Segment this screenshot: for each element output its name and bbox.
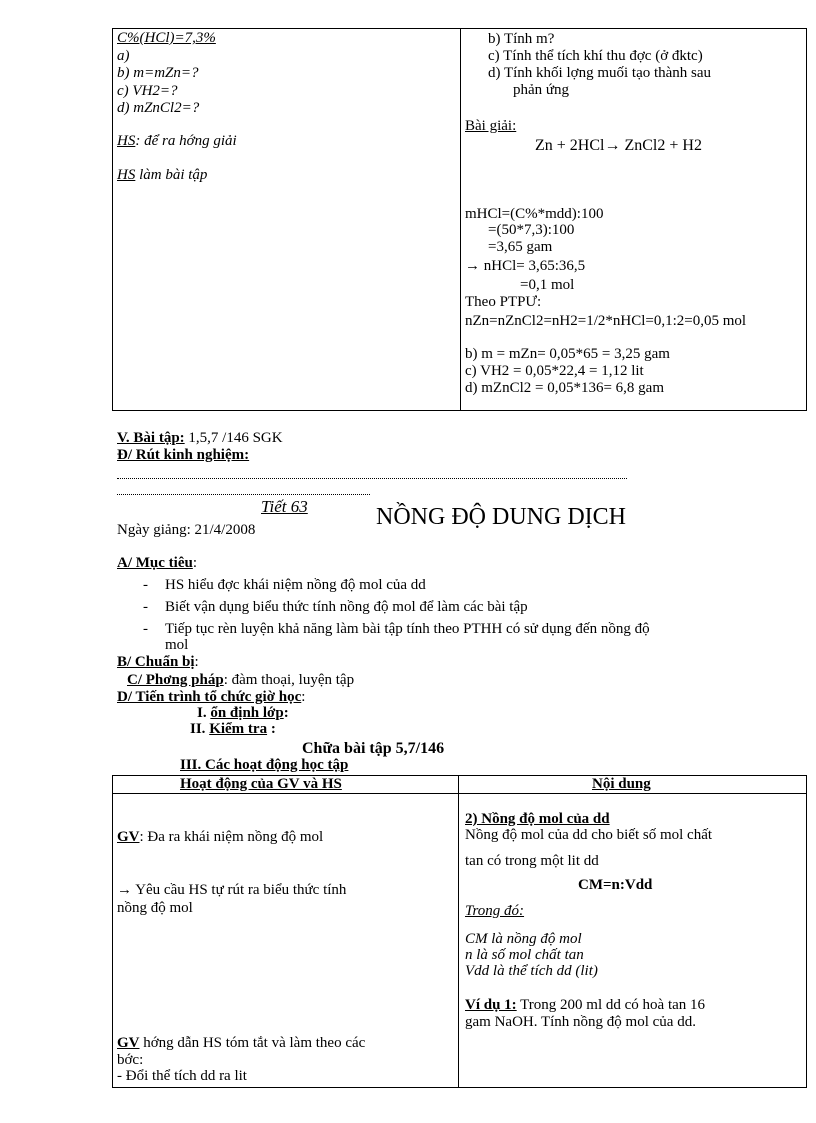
homework-line — [117, 430, 283, 447]
example-line-2: gam NaOH. Tính nồng độ mol của dd. — [465, 1014, 696, 1030]
prep-heading — [117, 654, 199, 671]
reaction-equation: Zn + 2HCl→ ZnCl2 + H2 — [535, 137, 702, 154]
given-a: a) — [117, 48, 130, 64]
lesson-title: NỒNG ĐỘ DUNG DỊCH — [376, 504, 626, 530]
method-line — [127, 672, 354, 689]
prep-colon: : — [194, 654, 199, 670]
header-activities: Hoạt động của GV và HS — [180, 776, 342, 792]
calc-line-5: =0,1 mol — [520, 277, 575, 293]
where-item-3: Vdd là thể tích dd (lit) — [465, 963, 598, 979]
gv-label: GV — [117, 829, 140, 845]
step-3: III. Các hoạt động học tập — [180, 757, 349, 773]
calc-line-4: → nHCl= 3,65:36,5 — [465, 258, 586, 274]
process-heading — [117, 689, 305, 706]
method-text: : đàm thoại, luyện tập — [223, 672, 355, 688]
answer-b: b) m = mZn= 0,05*65 = 3,25 gam — [465, 346, 670, 362]
prep-label: B/ Chuẩn bị — [117, 654, 195, 670]
gv-text: : Đa ra khái niệm nồng độ mol — [139, 829, 324, 845]
dash-bullet: - — [143, 577, 148, 593]
lesson-number: Tiết 63 — [261, 497, 308, 516]
calc-line-3: =3,65 gam — [488, 239, 553, 255]
gv-note-2-line3: - Đổi thể tích dd ra lit — [117, 1068, 247, 1084]
process-colon: : — [301, 689, 306, 705]
objective-item-cont: mol — [165, 637, 189, 653]
given-b: b) m=mZn=? — [117, 65, 199, 81]
gv-note-1 — [117, 829, 323, 846]
method-label: C/ Phơng pháp — [127, 672, 224, 688]
objectives-colon: : — [192, 555, 197, 571]
given-concentration: C%(HCl)=7,3% — [117, 30, 216, 46]
table-divider — [458, 776, 459, 1087]
dotted-line — [117, 478, 627, 479]
hs-text: làm bài tập — [135, 167, 208, 183]
gv-label: GV — [117, 1035, 140, 1051]
header-content: Nội dung — [592, 776, 651, 792]
question-d: d) Tính khối lợng muối tạo thành sau — [488, 65, 712, 81]
example-label: Ví dụ 1: — [465, 997, 517, 1013]
table-divider — [460, 29, 461, 410]
objectives-label: A/ Mục tiêu — [117, 555, 193, 571]
dash-bullet: - — [143, 599, 148, 615]
where-label: Trong đó: — [465, 903, 525, 919]
gv-note-2 — [117, 1035, 365, 1052]
given-c: c) VH2=? — [117, 83, 178, 99]
calc-line-7: nZn=nZnCl2=nH2=1/2*nHCl=0,1:2=0,05 mol — [465, 313, 747, 329]
exercise-table — [112, 28, 807, 411]
question-c: c) Tính thể tích khí thu đợc (ở đktc) — [488, 48, 703, 64]
review-label: Đ/ Rút kinh nghiệm: — [117, 447, 250, 463]
check-text: Chữa bài tập 5,7/146 — [302, 740, 445, 757]
solution-label: Bài giải: — [465, 118, 517, 134]
where-item-1: CM là nồng độ mol — [465, 931, 582, 947]
request-line-1: → Yêu cầu HS tự rút ra biểu thức tính — [117, 882, 347, 898]
process-label: D/ Tiến trình tổ chức giờ học — [117, 689, 302, 705]
answer-c: c) VH2 = 0,05*22,4 = 1,12 lit — [465, 363, 644, 379]
question-d-cont: phản ứng — [513, 82, 570, 98]
hs-label: HS — [117, 133, 136, 149]
given-d: d) mZnCl2=? — [117, 100, 200, 116]
gv-text: hớng dẫn HS tóm tắt và làm theo các — [139, 1035, 366, 1051]
example-line-1 — [465, 997, 705, 1014]
calc-line-2: =(50*7,3):100 — [488, 222, 575, 238]
objective-item: - Biết vận dụng biểu thức tính nồng độ mol để làm các bài tập — [143, 599, 528, 615]
step-2: II. Kiểm tra : — [190, 721, 276, 737]
section-title: 2) Nồng độ mol của dd — [465, 811, 610, 827]
hs-note-2 — [117, 167, 207, 184]
gv-note-2-line2: bớc: — [117, 1052, 144, 1068]
homework-text: 1,5,7 /146 SGK — [184, 430, 283, 446]
request-line-2: nồng độ mol — [117, 900, 193, 916]
dotted-line — [117, 494, 370, 495]
definition-line-1: Nồng độ mol của dd cho biết số mol chất — [465, 827, 713, 843]
lesson-date: Ngày giảng: 21/4/2008 — [117, 522, 256, 538]
definition-line-2: tan có trong một lit dd — [465, 853, 599, 869]
hs-label: HS — [117, 167, 136, 183]
calc-line-1: mHCl=(C%*mdd):100 — [465, 206, 604, 222]
where-item-2: n là số mol chất tan — [465, 947, 584, 963]
header-rule — [113, 793, 806, 794]
dash-bullet: - — [143, 621, 148, 637]
hs-text: : để ra hớng giải — [135, 133, 237, 149]
molarity-formula: CM=n:Vdd — [578, 877, 653, 893]
step-1: I. ổn định lớp: — [197, 705, 289, 721]
objective-item: - HS hiểu đợc khái niệm nồng độ mol của dd — [143, 577, 426, 593]
homework-label: V. Bài tập: — [117, 430, 185, 446]
objectives-heading — [117, 555, 197, 572]
hs-note-1 — [117, 133, 237, 150]
calc-line-6: Theo PTPƯ: — [465, 294, 542, 310]
objective-item: - Tiếp tục rèn luyện khả năng làm bài tập tính theo PTHH có sử dụng đến nồng độ — [143, 621, 650, 637]
answer-d: d) mZnCl2 = 0,05*136= 6,8 gam — [465, 380, 664, 396]
example-text: Trong 200 ml dd có hoà tan 16 — [516, 997, 706, 1013]
question-b: b) Tính m? — [488, 31, 555, 47]
